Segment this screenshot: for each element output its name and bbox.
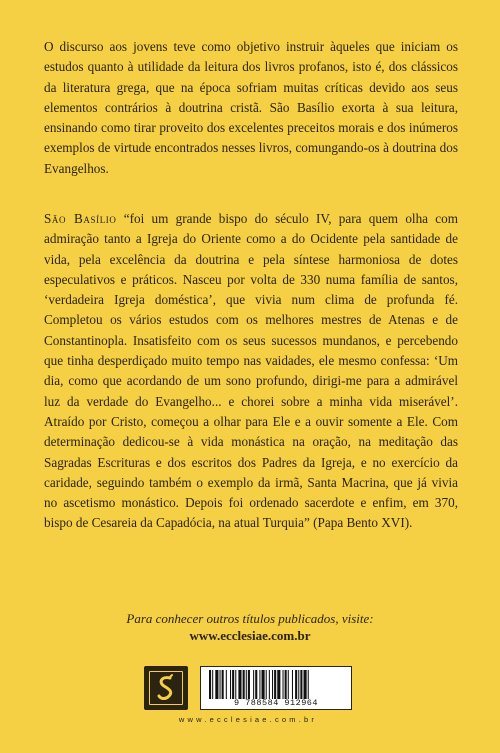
barcode-bar bbox=[238, 670, 241, 699]
footer-url: www.ecclesiae.com.br bbox=[178, 715, 318, 724]
barcode-bar bbox=[285, 670, 287, 699]
barcode-bar bbox=[277, 670, 280, 699]
quote-paragraph bbox=[44, 209, 458, 534]
barcode-bar bbox=[248, 670, 250, 699]
barcode-bar bbox=[298, 670, 299, 699]
barcode-bar bbox=[266, 670, 267, 699]
barcode-bar bbox=[269, 670, 270, 699]
barcode-bar bbox=[222, 670, 224, 699]
barcode-bar bbox=[262, 670, 265, 699]
barcode-bar bbox=[243, 670, 245, 699]
barcode-bar bbox=[274, 670, 276, 699]
barcode-bar bbox=[304, 670, 307, 699]
isbn-number: 9 788584 912964 bbox=[233, 698, 318, 708]
barcode-bar bbox=[230, 670, 231, 699]
barcode-bar bbox=[259, 670, 260, 699]
quote-text: “foi um grande bispo do século IV, para quem olha com admiração tanto a Igreja do Oriente como a do Ocidente pela santidade de vida, pela excelência da doutrina e pela síntese harmoniosa de dotes especulativos e práticos. Nasceu por volta de 330 numa família de santos, ‘verdadeira Igreja doméstica’, que vivia num clima de profunda fé. Completou os vários estudos com os melhores mestres de Atenas e de Constantinopla. Insatisfeito com os seus sucessos mundanos, e percebendo que tinha desperdiçado muito tempo nas vaidades, ele mesmo confessa: ‘Um dia, como que acordando de um sono profundo, dirigi-me para a admirável luz da verdade do Evangelho... e chorei sobre a minha vida miserável’. Atraído por Cristo, começou a olhar para Ele e a ouvir somente a Ele. Com determinação dedicou-se à vida monástica na oração, na meditação das Sagradas Escrituras e dos escritos dos Padres da Igreja, e no exercício da caridade, seguindo também o exemplo da irmã, Santa Macrina, que já vivia no ascetismo monástico. Depois foi ordenado sacerdote e enfim, em 370, bispo de Cesareia da Capadócia, na atual Turquia” (Papa Bento XVI). bbox=[44, 211, 458, 531]
barcode-bar bbox=[235, 670, 236, 699]
barcode-bar bbox=[253, 670, 254, 699]
barcode-bar bbox=[255, 670, 257, 699]
barcode-bar bbox=[283, 670, 284, 699]
barcode-bar bbox=[288, 670, 289, 699]
barcode-bar bbox=[215, 670, 218, 699]
barcode-bar bbox=[220, 670, 221, 699]
barcode-bar bbox=[226, 670, 227, 699]
barcode-bar bbox=[209, 670, 211, 699]
promo-text: Para conhecer outros títulos publicados, visite: bbox=[126, 611, 374, 626]
barcode-bar bbox=[246, 670, 247, 699]
isbn-barcode bbox=[200, 666, 352, 710]
publisher-logo-icon bbox=[144, 666, 188, 710]
intro-paragraph: O discurso aos jovens teve como objetivo instruir àqueles que iniciam os estudos quanto à utilidade da leitura dos livros profanos, isto é, dos clássicos da literatura grega, que na época sofriam muitas críticas devido aos seus elementos contrários à doutrina cristã. São Basílio exorta à sua leitura, ensinando como tirar proveito dos excelentes preceitos morais e dos inúmeros exemplos de virtude encontrados nesses livros, comungando-os à doutrina dos Evangelhos. bbox=[44, 39, 458, 176]
barcode-bar bbox=[295, 670, 297, 699]
barcode-bar bbox=[212, 670, 213, 699]
barcode-bar bbox=[232, 670, 234, 699]
barcode-bar bbox=[292, 670, 293, 699]
barcode-bar bbox=[308, 670, 309, 699]
barcode-bar bbox=[300, 670, 302, 699]
barcode-bar bbox=[272, 670, 273, 699]
promo-url: www.ecclesiae.com.br bbox=[189, 628, 311, 643]
quote-author: São Basílio bbox=[44, 211, 117, 226]
